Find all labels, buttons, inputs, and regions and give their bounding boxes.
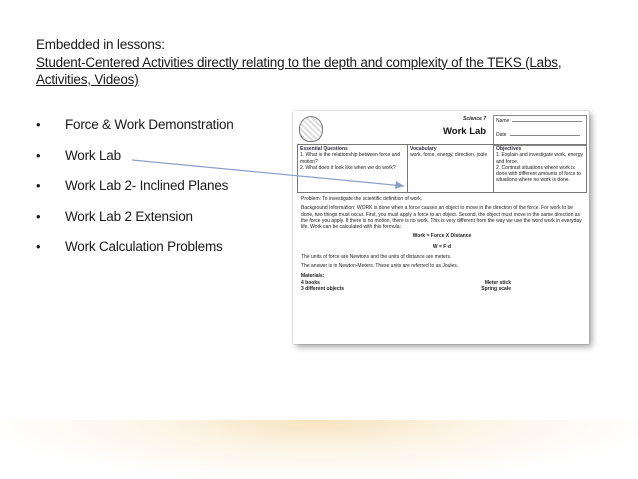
doc-units: The units of force are Newtons and the units of distance are meters. [301, 254, 452, 261]
heading-line-1: Embedded in lessons: [36, 37, 165, 52]
doc-formula-1: Work = Force X Distance [412, 233, 472, 240]
list-item-label: Work Lab [65, 147, 121, 163]
arrow-line [132, 160, 404, 186]
bullet-icon: • [36, 147, 41, 163]
doc-materials-row: 4 books Meter stick [301, 279, 511, 286]
bullet-icon: • [36, 178, 41, 193]
doc-vocabulary: Vocabulary work, force, energy, direction, joule [408, 145, 494, 192]
doc-course: Science 7 [463, 116, 487, 122]
list-item-label: Force & Work Demonstration [65, 117, 234, 132]
doc-materials-row: 3 different objects Spring scale [301, 286, 511, 293]
bullet-icon: • [36, 208, 41, 224]
list-item-label: Work Calculation Problems [65, 239, 223, 254]
doc-objectives: Objectives 1. Explain and investigate work, energy and force. 2. Contrast situations where work is done with different amounts of force to situations where no work is done. [496, 146, 583, 184]
doc-title: Work Lab [443, 126, 487, 137]
doc-date-label: Date [496, 132, 507, 138]
heading-line-2: Student-Centered Activities directly relating to the depth and complexity of the TEKS (Labs, Activities, Videos) [36, 54, 562, 87]
arrow-head-icon [395, 181, 404, 189]
doc-name-label: Name [496, 118, 510, 124]
bullet-icon: • [36, 117, 41, 132]
doc-problem: Problem: To investigate the scientific definition of work. [301, 196, 423, 202]
list-item-label: Work Lab 2 Extension [65, 208, 193, 224]
doc-answer: The answer is in Newton-Meters. These units are referred to as Joules. [301, 263, 459, 270]
doc-formula-2: W = F·d [432, 243, 452, 250]
bullet-icon: • [36, 239, 41, 254]
doc-essential-questions: Essential Questions 1. What is the relationship between force and motion? 2. What does it look like when we do work? [298, 145, 408, 192]
doc-background: Background Information: WORK is done when a force causes an object to move in the direction of the force. For work to be done, two things must occur. First, you must apply a force to an object. Second, the object must move in the same direction as the force you apply. If there is no motion, there is no work. This is very different from the way we use the word work in everyday life. Work can be calculated with this formula: [301, 205, 582, 231]
doc-materials-label: Materials: [301, 272, 325, 279]
list-item-label: Work Lab 2- Inclined Planes [65, 178, 229, 193]
